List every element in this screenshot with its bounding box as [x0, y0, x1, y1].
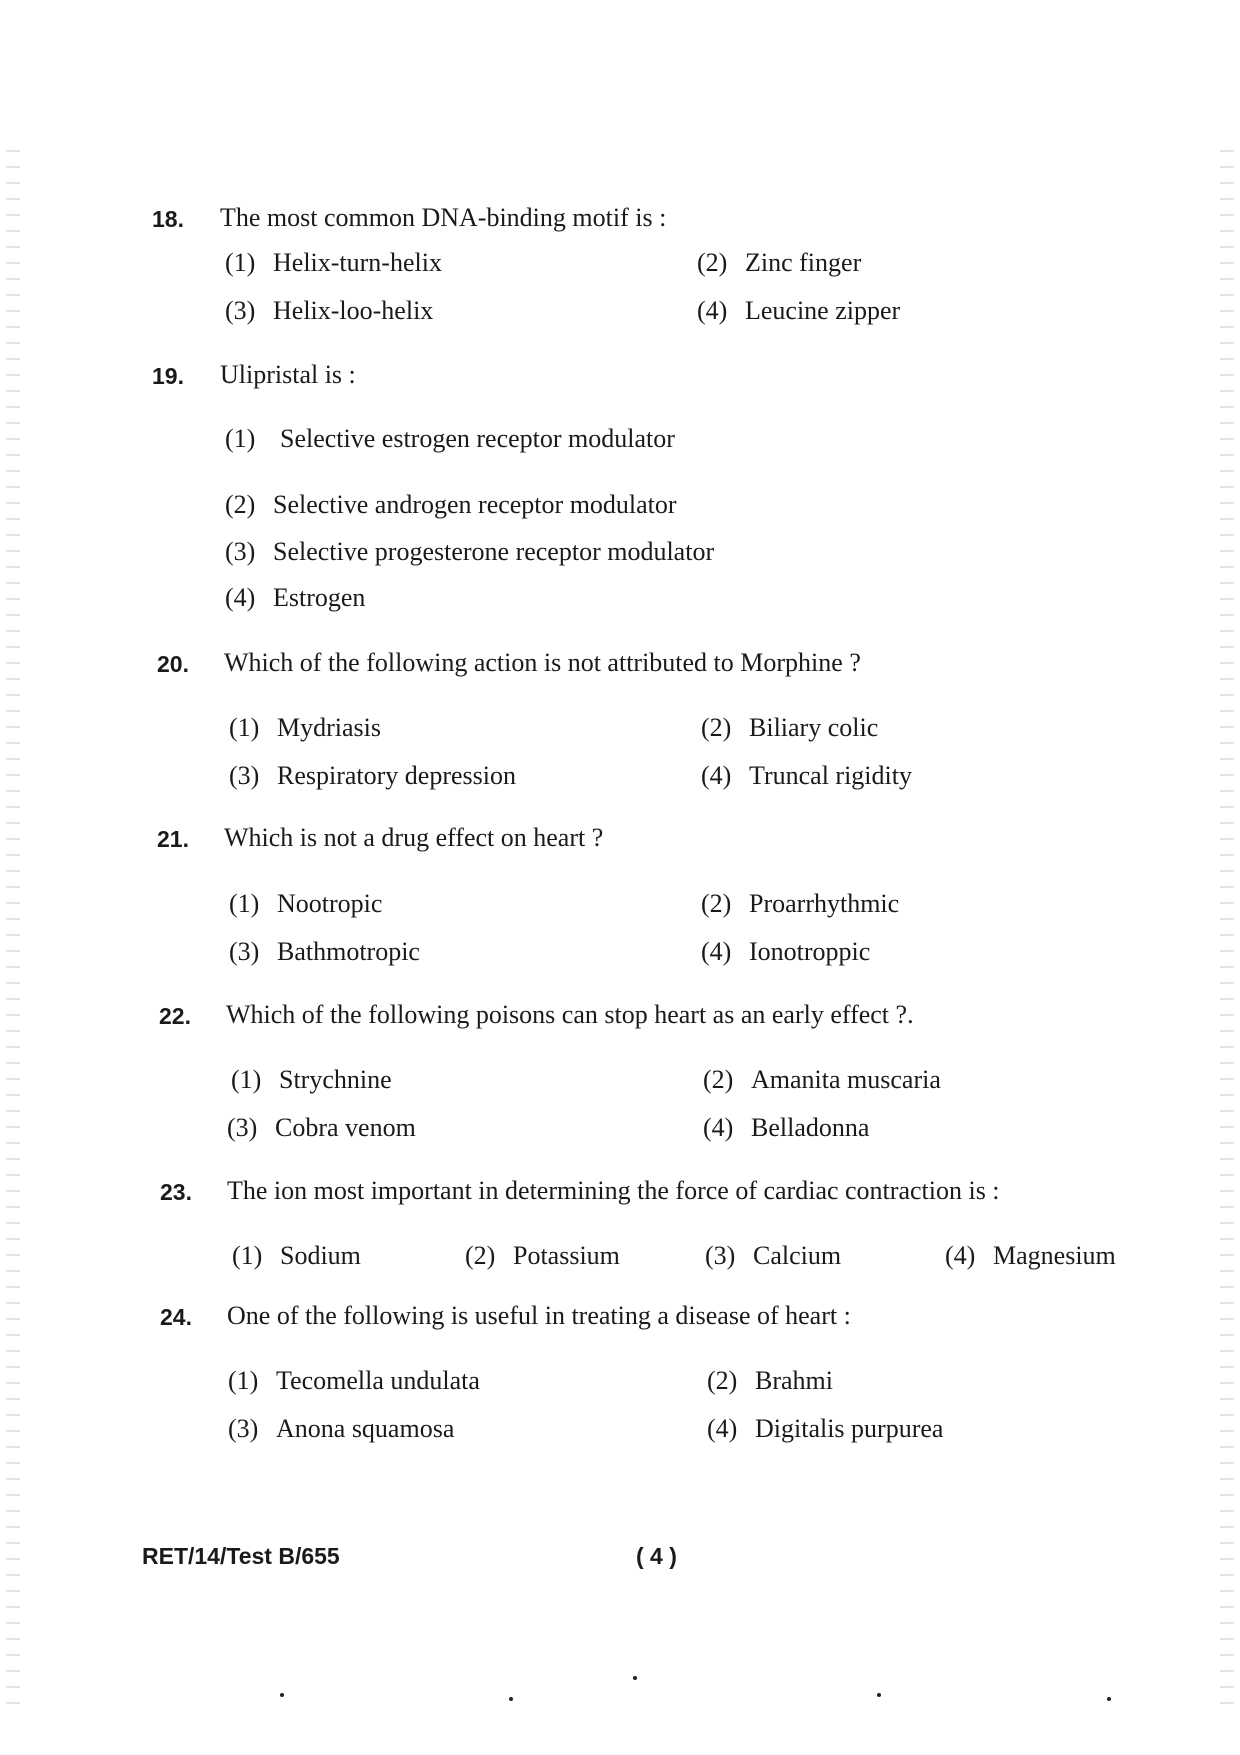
option-text: Leucine zipper [745, 296, 901, 325]
option-number: (2) [701, 713, 732, 742]
option-text: Selective progesterone receptor modulator [273, 537, 715, 566]
option-22-1 [231, 1065, 392, 1095]
option-24-4 [707, 1414, 943, 1444]
scan-speck [633, 1676, 637, 1680]
option-number: (3) [225, 296, 256, 325]
option-number: (3) [229, 761, 260, 790]
option-text: Amanita muscaria [751, 1065, 941, 1094]
option-text: Truncal rigidity [749, 761, 912, 790]
option-text: Respiratory depression [277, 761, 517, 790]
scan-edge-left [6, 150, 20, 1715]
option-text: Proarrhythmic [749, 889, 900, 918]
option-number: (2) [697, 248, 728, 277]
option-text: Digitalis purpurea [755, 1414, 944, 1443]
option-20-4 [701, 761, 912, 791]
question-text: Which of the following poisons can stop heart as an early effect ?. [226, 1000, 914, 1029]
option-text: Biliary colic [749, 713, 879, 742]
question-number: 23. [160, 1179, 192, 1205]
question-text: Which of the following action is not attributed to Morphine ? [224, 648, 861, 677]
option-number: (1) [225, 424, 256, 453]
option-text: Bathmotropic [277, 937, 420, 966]
option-text: Cobra venom [275, 1113, 416, 1142]
option-23-4 [945, 1241, 1116, 1271]
option-20-2 [701, 713, 878, 743]
option-18-2 [697, 248, 861, 278]
option-text: Mydriasis [277, 713, 381, 742]
scan-speck [877, 1693, 881, 1697]
option-21-3 [229, 937, 420, 967]
option-number: (4) [697, 296, 728, 325]
option-number: (2) [225, 490, 256, 519]
option-23-1 [232, 1241, 361, 1271]
question-text: The most common DNA-binding motif is : [220, 203, 667, 232]
option-24-1 [228, 1366, 480, 1396]
option-text: Ionotroppic [749, 937, 871, 966]
option-number: (1) [225, 248, 256, 277]
option-text: Estrogen [273, 583, 366, 612]
option-19-3 [225, 537, 714, 567]
option-number: (2) [703, 1065, 734, 1094]
question-number: 22. [159, 1003, 191, 1029]
option-number: (4) [703, 1113, 734, 1142]
option-number: (4) [945, 1241, 976, 1270]
option-20-1 [229, 713, 381, 743]
option-19-4 [225, 583, 365, 613]
option-number: (3) [229, 937, 260, 966]
option-19-2 [225, 490, 677, 520]
option-text: Nootropic [277, 889, 383, 918]
option-text: Potassium [513, 1241, 620, 1270]
option-number: (3) [225, 537, 256, 566]
option-22-4 [703, 1113, 869, 1143]
option-number: (3) [227, 1113, 258, 1142]
option-24-2 [707, 1366, 833, 1396]
question-number: 18. [152, 206, 184, 232]
question-number: 24. [160, 1304, 192, 1330]
option-number: (3) [705, 1241, 736, 1270]
question-text: Ulipristal is : [220, 360, 356, 389]
option-number: (2) [707, 1366, 738, 1395]
option-20-3 [229, 761, 516, 791]
option-23-3 [705, 1241, 841, 1271]
page-number: ( 4 ) [636, 1543, 677, 1569]
question-text: One of the following is useful in treating a disease of heart : [227, 1301, 851, 1330]
option-22-2 [703, 1065, 941, 1095]
option-number: (1) [232, 1241, 263, 1270]
option-text: Belladonna [751, 1113, 870, 1142]
option-19-1 [225, 424, 675, 454]
option-text: Brahmi [755, 1366, 833, 1395]
question-number: 20. [157, 651, 189, 677]
option-number: (1) [229, 713, 260, 742]
option-21-4 [701, 937, 870, 967]
option-23-2 [465, 1241, 620, 1271]
option-text: Tecomella undulata [276, 1366, 480, 1395]
scan-edge-right [1220, 150, 1234, 1715]
option-21-2 [701, 889, 899, 919]
option-number: (1) [231, 1065, 262, 1094]
option-text: Helix-turn-helix [273, 248, 442, 277]
option-21-1 [229, 889, 382, 919]
option-text: Strychnine [279, 1065, 392, 1094]
paper-code: RET/14/Test B/655 [142, 1543, 340, 1569]
option-number: (4) [701, 937, 732, 966]
option-text: Selective androgen receptor modulator [273, 490, 677, 519]
option-number: (2) [701, 889, 732, 918]
scan-speck [280, 1693, 284, 1697]
option-number: (4) [701, 761, 732, 790]
option-number: (3) [228, 1414, 259, 1443]
scan-speck [1107, 1697, 1111, 1701]
question-text: Which is not a drug effect on heart ? [224, 823, 604, 852]
option-18-1 [225, 248, 442, 278]
option-number: (1) [229, 889, 260, 918]
option-24-3 [228, 1414, 454, 1444]
option-18-4 [697, 296, 900, 326]
option-text: Selective estrogen receptor modulator [280, 424, 675, 453]
option-number: (4) [225, 583, 256, 612]
option-text: Helix-loo-helix [273, 296, 434, 325]
option-text: Sodium [280, 1241, 361, 1270]
option-text: Anona squamosa [276, 1414, 455, 1443]
question-text: The ion most important in determining the force of cardiac contraction is : [227, 1176, 1000, 1205]
option-18-3 [225, 296, 433, 326]
option-number: (4) [707, 1414, 738, 1443]
question-number: 19. [152, 363, 184, 389]
option-text: Magnesium [993, 1241, 1116, 1270]
option-number: (2) [465, 1241, 496, 1270]
question-number: 21. [157, 826, 189, 852]
option-text: Zinc finger [745, 248, 862, 277]
option-22-3 [227, 1113, 416, 1143]
option-number: (1) [228, 1366, 259, 1395]
scan-speck [509, 1697, 513, 1701]
option-text: Calcium [753, 1241, 842, 1270]
